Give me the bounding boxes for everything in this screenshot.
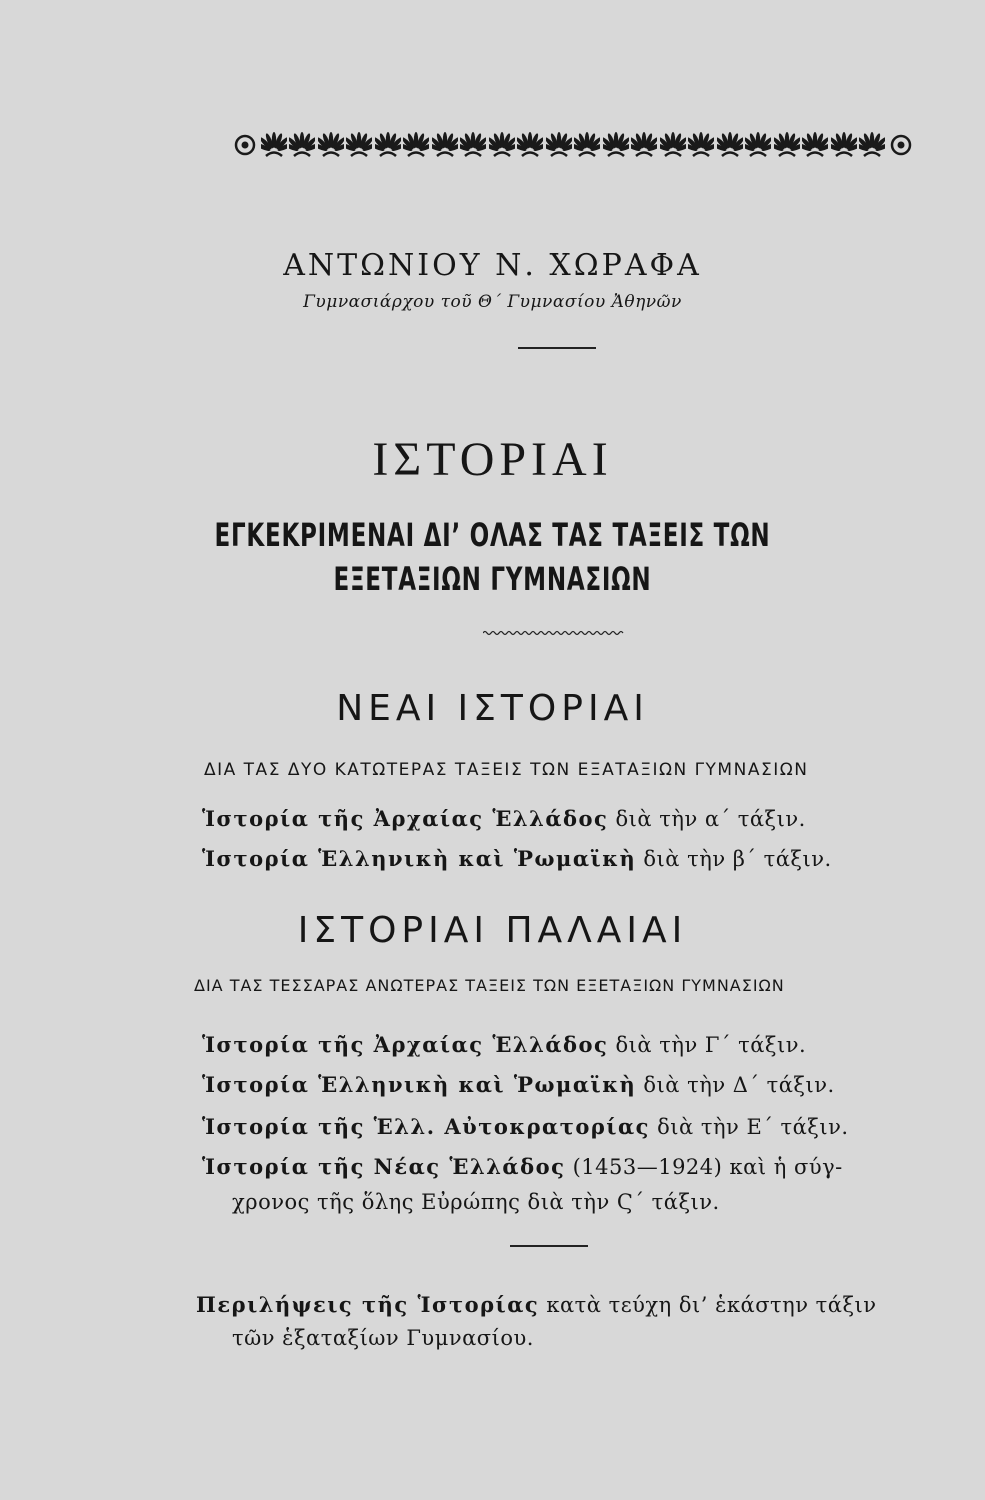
palmette-ornament-icon [574, 130, 600, 160]
palmette-ornament-icon [318, 130, 344, 160]
author-position: Γυμνασιάρχου τοῦ Θ΄ Γυμνασίου Ἀθηνῶν [303, 292, 682, 312]
entry-continuation: χρονος τῆς ὅλης Εὐρώπης διὰ τὴν Ϛ΄ τάξιν. [232, 1190, 720, 1214]
palmette-ornament-icon [489, 130, 515, 160]
entry-class: διὰ τὴν Γ΄ τάξιν. [615, 1033, 807, 1057]
approval-line-2: ΕΞΕΤΑΞΙΩΝ ΓΥΜΝΑΣΙΩΝ [333, 560, 652, 598]
list-item [202, 1114, 849, 1139]
list-item [202, 806, 806, 831]
palmette-ornament-icon [375, 130, 401, 160]
section-heading-new: ΝΕΑΙ ΙΣΤΟΡΙΑΙ [336, 688, 649, 729]
palmette-ornament-icon [517, 130, 543, 160]
entry-title: Ἱστορία Ἑλληνικὴ καὶ Ῥωμαϊκὴ [202, 1072, 637, 1097]
decorative-border [232, 128, 914, 162]
entry-title: Ἱστορία Ἑλληνικὴ καὶ Ῥωμαϊκὴ [202, 846, 637, 871]
palmette-ornament-icon [802, 130, 828, 160]
palmette-ornament-icon [546, 130, 572, 160]
entry-class: (1453—1924) καὶ ἡ σύγ- [572, 1155, 843, 1179]
palmette-ornament-icon [688, 130, 714, 160]
entry-title: Ἱστορία τῆς Νέας Ἑλλάδος [202, 1154, 566, 1179]
entry-title: Ἱστορία τῆς Ἀρχαίας Ἑλλάδος [202, 806, 609, 831]
entry-class: διὰ τὴν Δ΄ τάξιν. [643, 1073, 835, 1097]
section-subheading-new: ΔΙΑ ΤΑΣ ΔΥΟ ΚΑΤΩΤΕΡΑΣ ΤΑΞΕΙΣ ΤΩΝ ΕΞΑΤΑΞΙΩΝ ΓΥΜΝΑΣΙΩΝ [204, 760, 809, 780]
divider [510, 1245, 588, 1247]
summary-line-2: τῶν ἑξαταξίων Γυμνασίου. [232, 1326, 534, 1350]
palmette-ornament-icon [888, 130, 914, 160]
summary-detail: κατὰ τεύχη δι’ ἑκάστην τάξιν [546, 1293, 877, 1317]
summary-title: Περιλήψεις τῆς Ἱστορίας [196, 1292, 540, 1317]
palmette-ornament-icon [432, 130, 458, 160]
palmette-ornament-icon [346, 130, 372, 160]
list-item [202, 1072, 835, 1097]
list-item [202, 846, 832, 871]
palmette-ornament-icon [717, 130, 743, 160]
divider [518, 347, 596, 349]
entry-title: Ἱστορία τῆς Ἑλλ. Αὐτοκρατορίας [202, 1114, 650, 1139]
palmette-ornament-icon [603, 130, 629, 160]
wavy-divider [483, 630, 625, 636]
palmette-ornament-icon [859, 130, 885, 160]
palmette-ornament-icon [261, 130, 287, 160]
section-heading-old: ΙΣΤΟΡΙΑΙ ΠΑΛΑΙΑΙ [297, 910, 688, 951]
palmette-ornament-icon [232, 130, 258, 160]
palmette-ornament-icon [460, 130, 486, 160]
approval-line-1: ΕΓΚΕΚΡΙΜΕΝΑΙ ΔΙ’ ΟΛΑΣ ΤΑΣ ΤΑΞΕΙΣ ΤΩΝ [214, 516, 771, 554]
list-item [202, 1032, 806, 1057]
palmette-ornament-icon [660, 130, 686, 160]
entry-class: διὰ τὴν α΄ τάξιν. [615, 807, 806, 831]
list-item [202, 1154, 843, 1179]
palmette-ornament-icon [403, 130, 429, 160]
palmette-ornament-icon [289, 130, 315, 160]
summary-line-1 [196, 1292, 877, 1317]
palmette-ornament-icon [631, 130, 657, 160]
palmette-ornament-icon [831, 130, 857, 160]
entry-class: διὰ τὴν Ε΄ τάξιν. [657, 1115, 849, 1139]
author-name: ΑΝΤΩΝΙΟΥ Ν. ΧΩΡΑΦΑ [283, 248, 702, 283]
page-title: ΙΣΤΟΡΙΑΙ [372, 433, 613, 486]
entry-title: Ἱστορία τῆς Ἀρχαίας Ἑλλάδος [202, 1032, 609, 1057]
palmette-ornament-icon [774, 130, 800, 160]
entry-class: διὰ τὴν β΄ τάξιν. [643, 847, 832, 871]
section-subheading-old: ΔΙΑ ΤΑΣ ΤΕΣΣΑΡΑΣ ΑΝΩΤΕΡΑΣ ΤΑΞΕΙΣ ΤΩΝ ΕΞΕΤΑΞΙΩΝ ΓΥΜΝΑΣΙΩΝ [194, 976, 785, 995]
palmette-ornament-icon [745, 130, 771, 160]
